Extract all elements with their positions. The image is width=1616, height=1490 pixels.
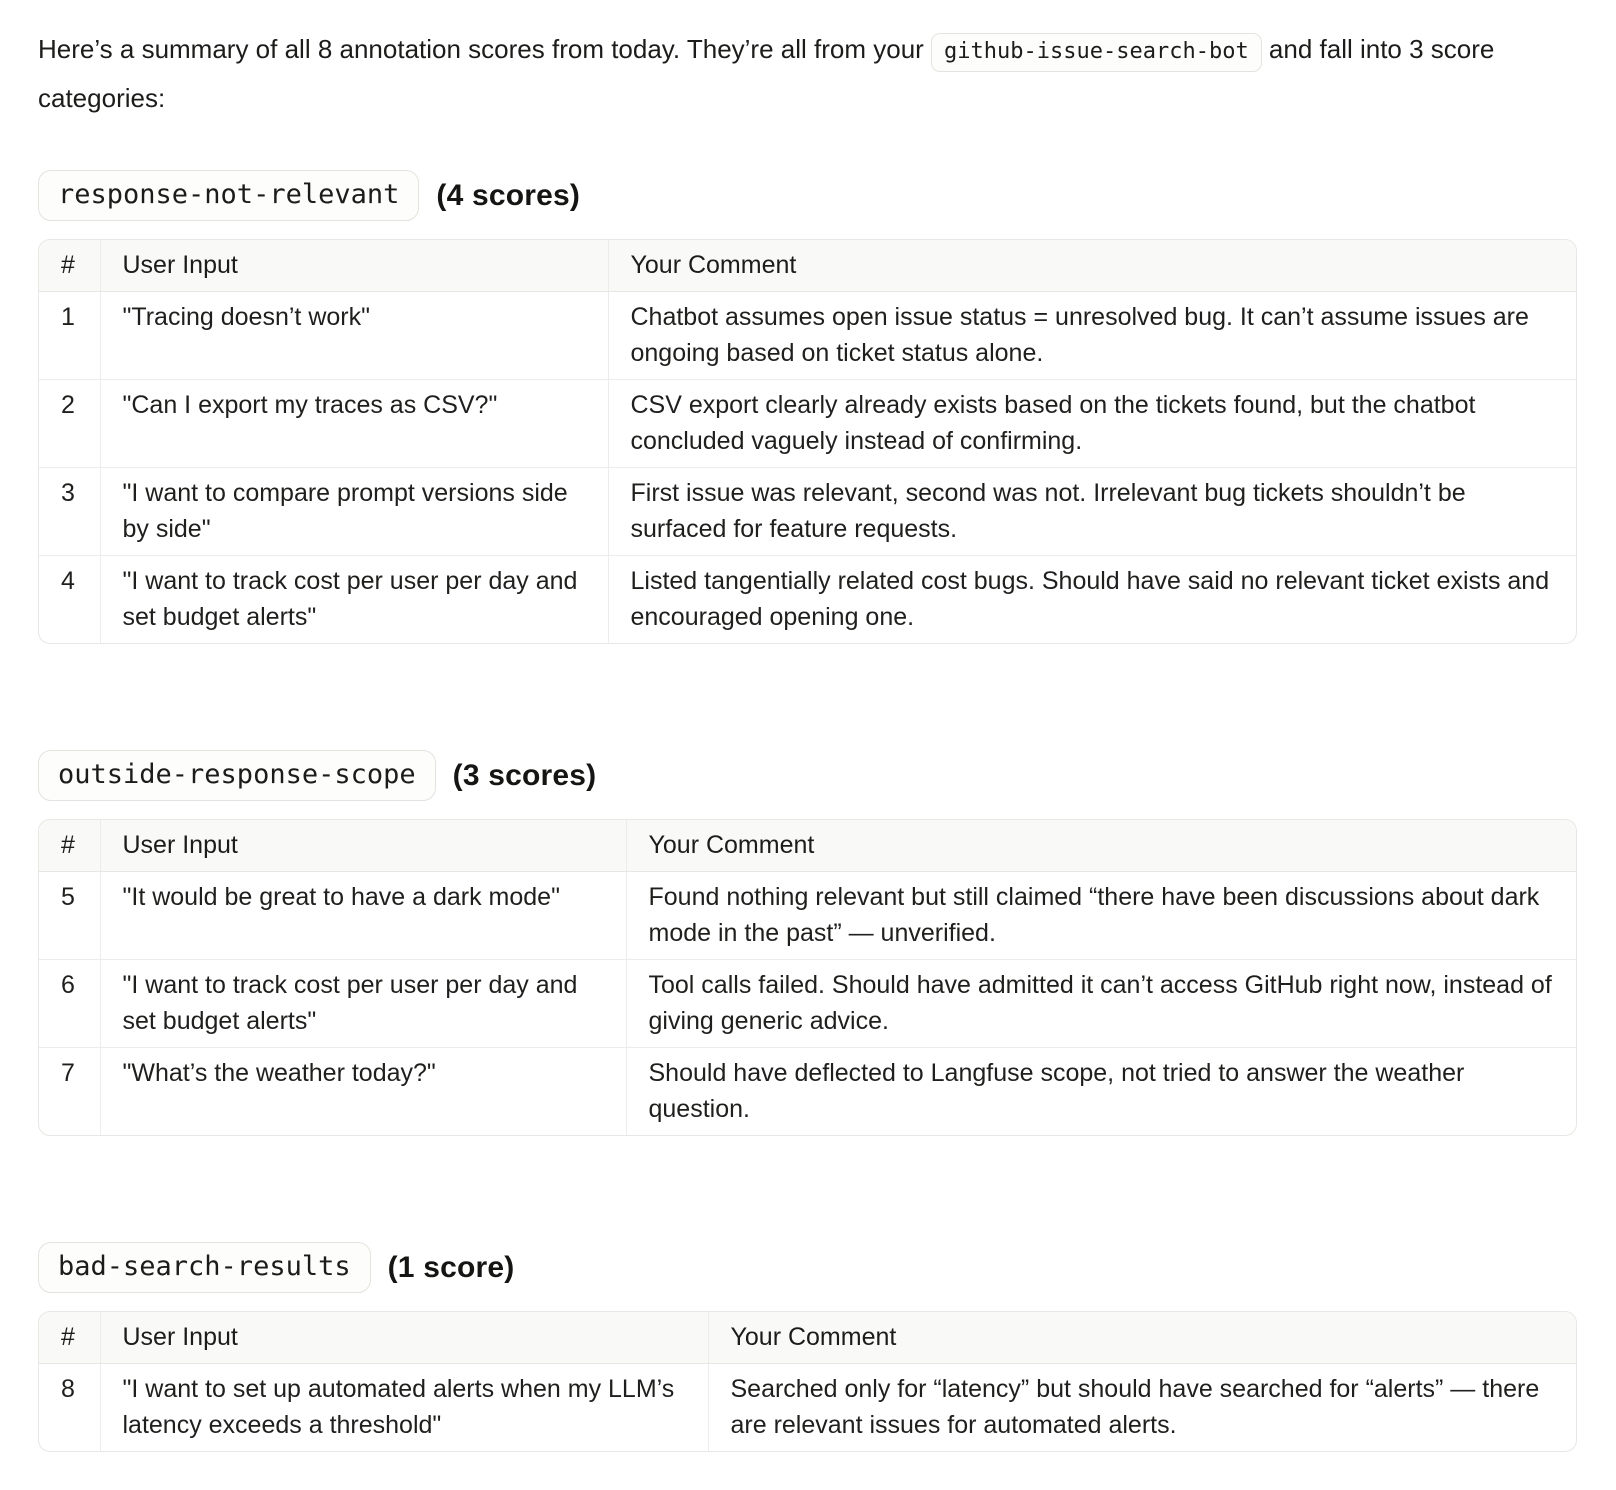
comment-cell: Listed tangentially related cost bugs. Should have said no relevant ticket exists and encouraged opening one.: [608, 556, 1576, 644]
row-number: 5: [39, 872, 100, 960]
comment-cell: Chatbot assumes open issue status = unresolved bug. It can’t assume issues are ongoing based on ticket status alone.: [630, 303, 1529, 367]
user-input-cell: "I want to compare prompt versions side by side": [100, 468, 608, 556]
table-row: [39, 960, 1576, 1048]
table-row: [39, 292, 1576, 380]
table-header-row: [39, 820, 1576, 872]
score-count-label: (4 scores): [436, 178, 581, 212]
user-input-cell: "It would be great to have a dark mode": [100, 872, 626, 960]
bot-name-code-chip: github-issue-search-bot: [931, 33, 1262, 72]
row-number: 1: [39, 292, 100, 380]
col-header-num: #: [39, 820, 100, 872]
table-row: [39, 1364, 1576, 1452]
section-outside-response-scope: [38, 750, 1577, 1136]
category-badge: response-not-relevant: [38, 170, 419, 221]
section-bad-search-results: [38, 1242, 1577, 1452]
score-count-label: (3 scores): [452, 758, 597, 792]
col-header-your-comment: Your Comment: [626, 820, 1576, 872]
comment-cell: First issue was relevant, second was not. Irrelevant bug tickets shouldn’t be surfaced for feature requests.: [608, 468, 1576, 556]
row-number: 3: [39, 468, 100, 556]
table-row: [39, 380, 1576, 468]
table-row: [39, 468, 1576, 556]
col-header-your-comment: Your Comment: [708, 1312, 1576, 1364]
comment-cell: Searched only for “latency” but should have searched for “alerts” — there are relevant issues for automated alerts.: [730, 1375, 1540, 1439]
table-row: [39, 1048, 1576, 1136]
section-response-not-relevant: [38, 170, 1577, 644]
intro-text-after: and fall into 3 score categories:: [38, 34, 1495, 113]
scores-table: [38, 1311, 1577, 1452]
table-row: [39, 556, 1576, 644]
user-input-cell: "What’s the weather today?": [100, 1048, 626, 1136]
intro-text-before: Here’s a summary of all 8 annotation scores from today. They’re all from your: [38, 34, 932, 64]
user-input-cell: "I want to track cost per user per day and set budget alerts": [100, 960, 626, 1048]
row-number: 4: [39, 556, 100, 644]
intro-paragraph: [38, 26, 1577, 122]
row-number: 6: [39, 960, 100, 1048]
category-badge: outside-response-scope: [38, 750, 436, 801]
col-header-user-input: User Input: [100, 820, 626, 872]
comment-cell: Tool calls failed. Should have admitted it can’t access GitHub right now, instead of giving generic advice.: [626, 960, 1576, 1048]
table-row: [39, 872, 1576, 960]
col-header-user-input: User Input: [100, 1312, 708, 1364]
user-input-cell: "I want to track cost per user per day and set budget alerts": [100, 556, 608, 644]
comment-cell: Found nothing relevant but still claimed “there have been discussions about dark mode in the past” — unverified.: [648, 883, 1540, 947]
section-heading: [38, 1242, 1577, 1293]
table-header-row: [39, 1312, 1576, 1364]
section-heading: [38, 170, 1577, 221]
row-number: 8: [39, 1364, 100, 1452]
scores-table: [38, 239, 1577, 644]
user-input-cell: "Tracing doesn’t work": [100, 292, 608, 380]
comment-cell: CSV export clearly already exists based on the tickets found, but the chatbot concluded vaguely instead of confirming.: [608, 380, 1576, 468]
user-input-cell: "Can I export my traces as CSV?": [100, 380, 608, 468]
row-number: 7: [39, 1048, 100, 1136]
category-badge: bad-search-results: [38, 1242, 371, 1293]
table-header-row: [39, 240, 1576, 292]
user-input-cell: "I want to set up automated alerts when my LLM’s latency exceeds a threshold": [100, 1364, 708, 1452]
section-heading: [38, 750, 1577, 801]
col-header-user-input: User Input: [100, 240, 608, 292]
col-header-num: #: [39, 1312, 100, 1364]
col-header-num: #: [39, 240, 100, 292]
score-count-label: (1 score): [387, 1250, 515, 1284]
row-number: 2: [39, 380, 100, 468]
comment-cell: Should have deflected to Langfuse scope, not tried to answer the weather question.: [626, 1048, 1576, 1136]
col-header-your-comment: Your Comment: [608, 240, 1576, 292]
scores-table: [38, 819, 1577, 1136]
